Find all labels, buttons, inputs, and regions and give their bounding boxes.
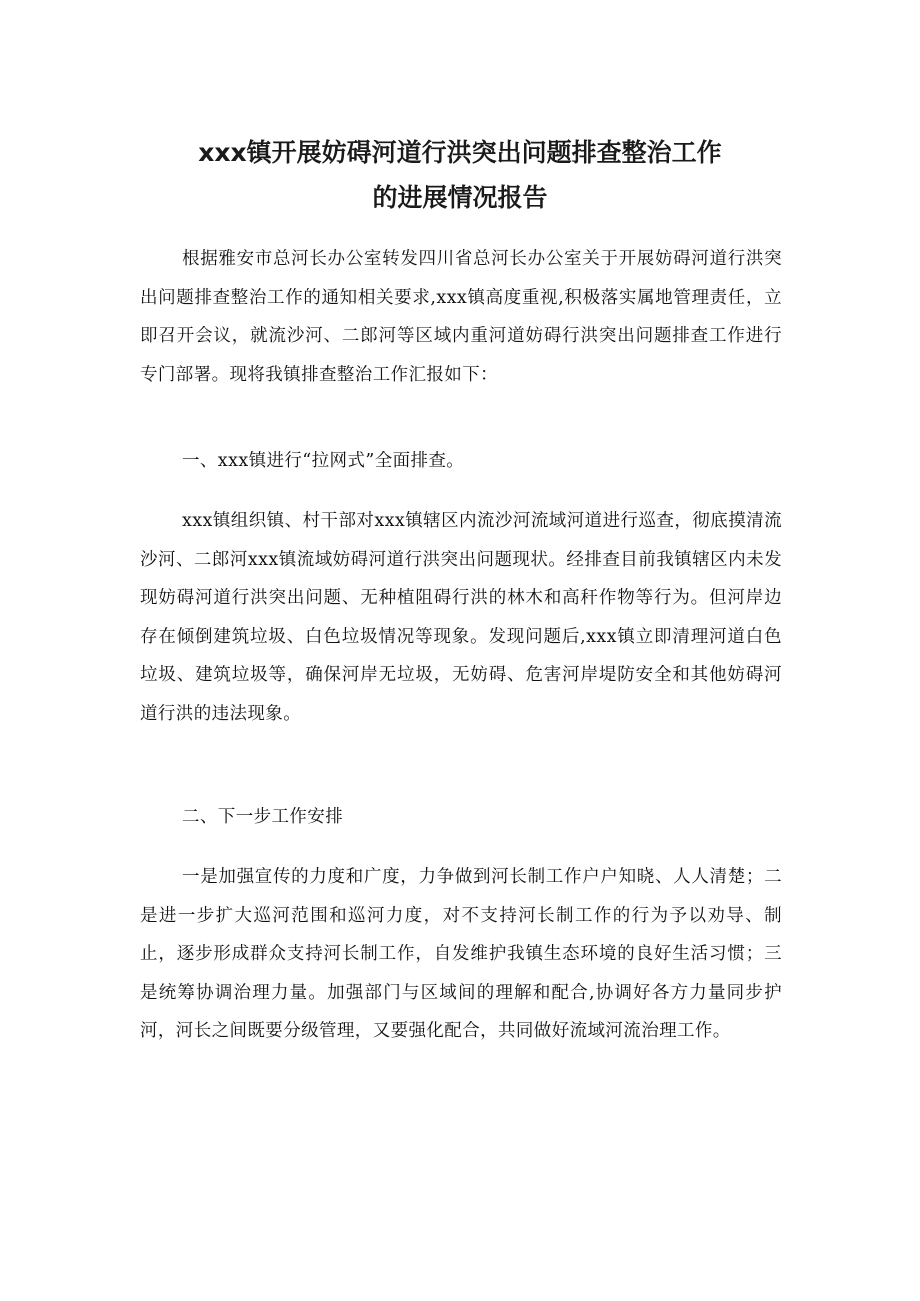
document-title (140, 130, 780, 220)
section-2-paragraph: 一是加强宣传的力度和广度，力争做到河长制工作户户知晓、人人清楚；二是进一步扩大巡河范围和巡河力度，对不支持河长制工作的行为予以劝导、制止，逐步形成群众支持河长制工作，自发维护我镇生态环境的良好生活习惯；三是统筹协调治理力量。加强部门与区域间的理解和配合,协调好各方力量同步护河，河长之间既要分级管理，又要强化配合，共同做好流域河流治理工作。 (140, 867, 782, 1041)
section-heading-2: 二、下一步工作安排 (182, 807, 344, 827)
intro-paragraph: 根据雅安市总河长办公室转发四川省总河长办公室关于开展妨碍河道行洪突出问题排查整治工作的通知相关要求,xxx镇高度重视,积极落实属地管理责任，立即召开会议，就流沙河、二郎河等区域内重河道妨碍行洪突出问题排查工作进行专门部署。现将我镇排查整治工作汇报如下： (140, 249, 782, 385)
title-line-1: xxx镇开展妨碍河道行洪突出问题排查整治工作 (198, 138, 722, 167)
section-1-paragraph: xxx镇组织镇、村干部对xxx镇辖区内流沙河流域河道进行巡查，彻底摸清流沙河、二郎河xxx镇流域妨碍河道行洪突出问题现状。经排查目前我镇辖区内未发现妨碍河道行洪突出问题、无种植阻碍行洪的林木和高秆作物等行为。但河岸边存在倾倒建筑垃圾、白色垃圾情况等现象。发现问题后,xxx镇立即清理河道白色垃圾、建筑垃圾等，确保河岸无垃圾，无妨碍、危害河岸堤防安全和其他妨碍河道行洪的违法现象。 (140, 511, 782, 724)
title-line-2: 的进展情况报告 (372, 183, 548, 212)
section-heading-1: 一、xxx镇进行“拉网式”全面排查。 (182, 451, 465, 471)
